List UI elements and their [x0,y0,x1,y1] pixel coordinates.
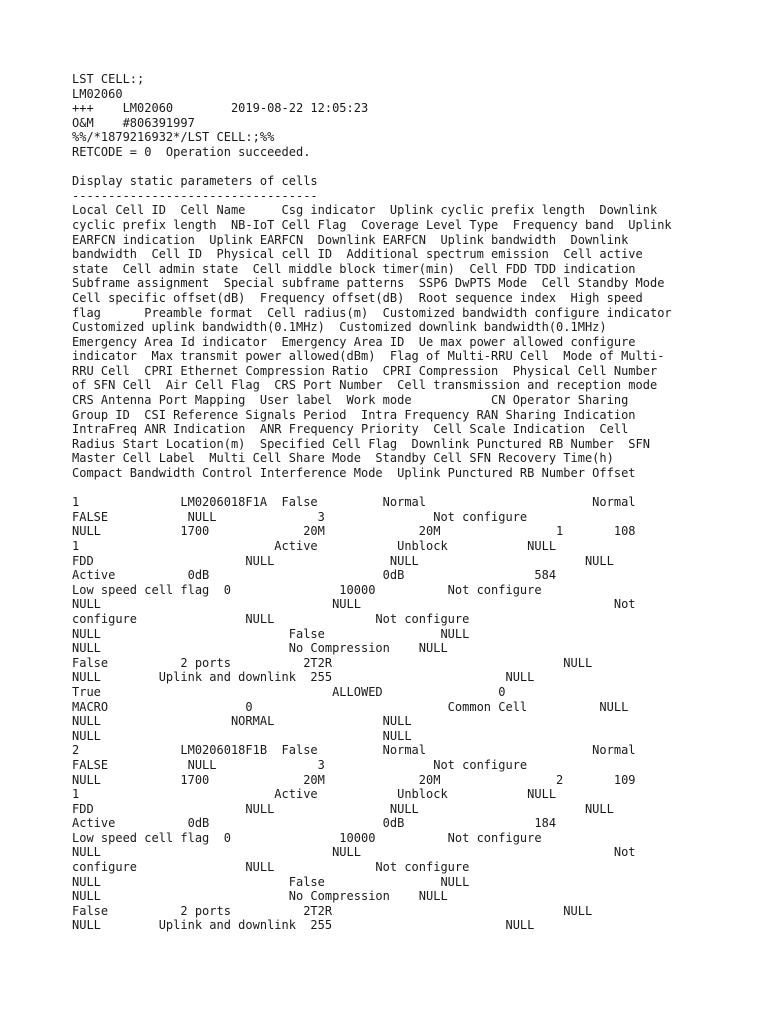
output-line: Low speed cell flag 0 10000 Not configure [72,582,542,597]
output-line: Customized uplink bandwidth(0.1MHz) Customized downlink bandwidth(0.1MHz) [72,320,607,335]
output-line: NULL False NULL [72,874,470,889]
output-line: NULL No Compression NULL [72,641,448,656]
output-line: of SFN Cell Air Cell Flag CRS Port Number Cell transmission and reception mode [72,378,658,393]
output-line: LM02060 [72,86,123,101]
output-line: +++ LM02060 2019-08-22 12:05:23 [72,101,369,116]
output-line: Compact Bandwidth Control Interference Mode Uplink Punctured RB Number Offset [72,466,636,481]
output-line: False 2 ports 2T2R NULL [72,655,593,670]
output-line: True ALLOWED 0 [72,684,506,699]
output-line: Display static parameters of cells [72,174,318,189]
output-line: NULL 1700 20M 20M 2 109 [72,772,636,787]
output-line: NULL NULL Not [72,597,636,612]
output-line: ---------------------------------- [72,188,318,203]
output-line: NULL False NULL [72,626,470,641]
output-line: O&M #806391997 [72,115,195,130]
output-line: MACRO 0 Common Cell NULL [72,699,629,714]
output-line: Master Cell Label Multi Cell Share Mode Standby Cell SFN Recovery Time(h) [72,451,614,466]
output-line: configure NULL Not configure [72,860,470,875]
output-line: 1 Active Unblock NULL [72,787,557,802]
output-line: Low speed cell flag 0 10000 Not configure [72,830,542,845]
output-line: FALSE NULL 3 Not configure [72,509,528,524]
output-line: FDD NULL NULL NULL [72,801,614,816]
output-line: 2 LM0206018F1B False Normal Normal [72,743,636,758]
output-line: Local Cell ID Cell Name Csg indicator Uplink cyclic prefix length Downlink [72,203,658,218]
output-line: Subframe assignment Special subframe patterns SSP6 DwPTS Mode Cell Standby Mode [72,276,665,291]
output-line: state Cell admin state Cell middle block timer(min) Cell FDD TDD indication [72,261,636,276]
output-line: NULL Uplink and downlink 255 NULL [72,918,535,933]
output-line: configure NULL Not configure [72,611,470,626]
output-line: FALSE NULL 3 Not configure [72,757,528,772]
output-line: NULL Uplink and downlink 255 NULL [72,670,535,685]
output-line: RETCODE = 0 Operation succeeded. [72,144,311,159]
output-line: bandwidth Cell ID Physical cell ID Additional spectrum emission Cell active [72,247,643,262]
command-output [72,72,672,933]
output-line: Group ID CSI Reference Signals Period Intra Frequency RAN Sharing Indication [72,407,636,422]
output-line: FDD NULL NULL NULL [72,553,614,568]
output-line: LST CELL:; [72,72,145,86]
output-line: Active 0dB 0dB 184 [72,816,557,831]
output-line: NULL NORMAL NULL [72,714,412,729]
output-line: NULL No Compression NULL [72,889,448,904]
output-line: 1 LM0206018F1A False Normal Normal [72,495,636,510]
output-line: %%/*1879216932*/LST CELL:;%% [72,130,275,145]
output-line: IntraFreq ANR Indication ANR Frequency Priority Cell Scale Indication Cell [72,422,629,437]
output-line: False 2 ports 2T2R NULL [72,903,593,918]
output-line: Active 0dB 0dB 584 [72,568,557,583]
blank-line [72,481,672,496]
output-line: NULL 1700 20M 20M 1 108 [72,524,636,539]
output-line: Cell specific offset(dB) Frequency offset(dB) Root sequence index High speed [72,290,643,305]
output-line: 1 Active Unblock NULL [72,539,557,553]
blank-line [72,160,672,175]
output-line: NULL NULL Not [72,845,636,860]
output-line: EARFCN indication Uplink EARFCN Downlink EARFCN Uplink bandwidth Downlink [72,232,629,247]
output-line: Emergency Area Id indicator Emergency Area ID Ue max power allowed configure [72,334,636,349]
output-line: cyclic prefix length NB-IoT Cell Flag Coverage Level Type Frequency band Uplink [72,217,672,232]
output-line: flag Preamble format Cell radius(m) Customized bandwidth configure indicator [72,305,672,320]
output-line: NULL NULL [72,728,412,743]
output-line: RRU Cell CPRI Ethernet Compression Ratio CPRI Compression Physical Cell Number [72,363,658,378]
output-line: Radius Start Location(m) Specified Cell Flag Downlink Punctured RB Number SFN [72,436,650,451]
output-line: CRS Antenna Port Mapping User label Work mode CN Operator Sharing [72,393,629,408]
output-line: indicator Max transmit power allowed(dBm) Flag of Multi-RRU Cell Mode of Multi- [72,349,665,364]
